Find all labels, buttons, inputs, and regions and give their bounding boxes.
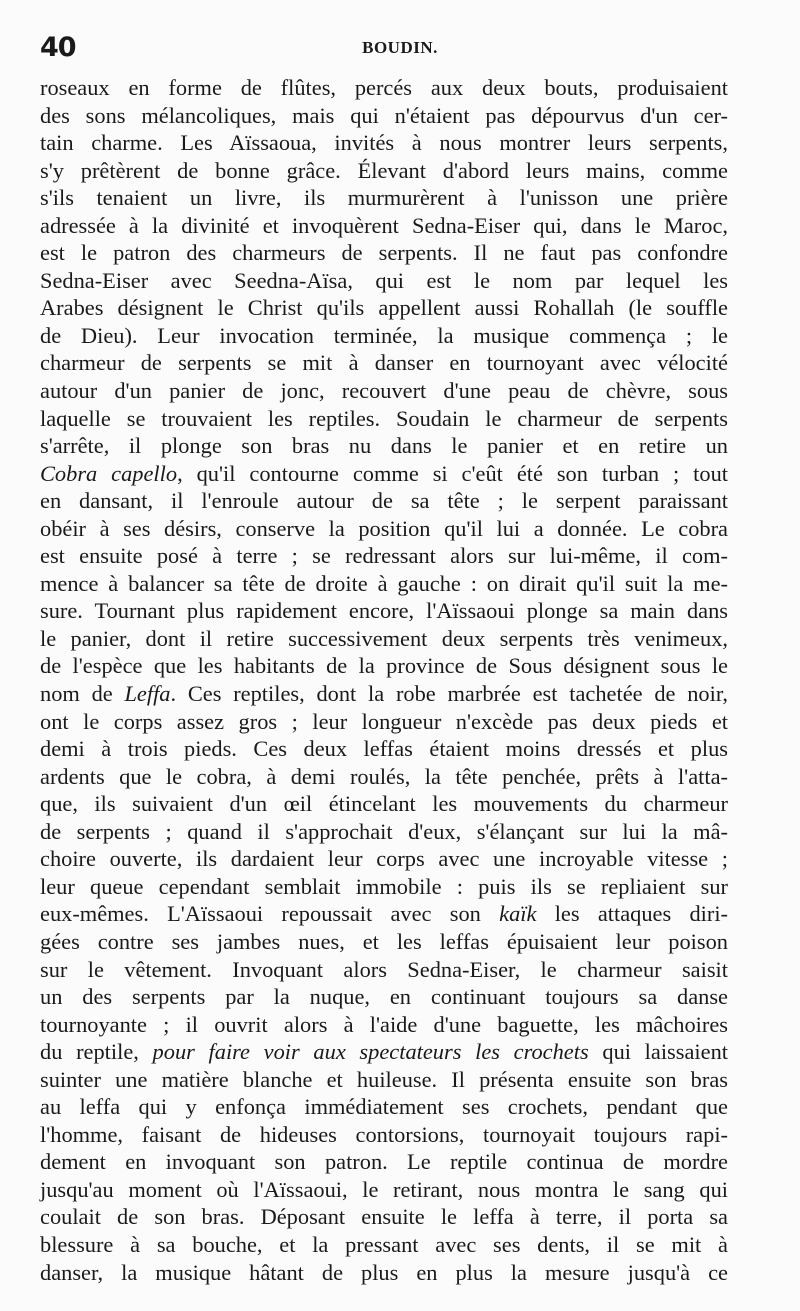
text-line	[40, 432, 728, 460]
italic-text: kaïk	[499, 901, 537, 927]
text-segment: s'arrête, il plonge son bras nu dans le panier et en retire un	[40, 433, 728, 459]
text-segment: du reptile,	[40, 1039, 153, 1065]
text-line	[40, 515, 728, 543]
text-segment: blessure à sa bouche, et la pressant avec ses dents, il se mit à	[40, 1231, 728, 1257]
text-segment: Arabes désignent le Christ qu'ils appellent aussi Rohallah (le souffle	[40, 295, 728, 321]
text-segment: l'homme, faisant de hideuses contorsions, tournoyait toujours rapi-	[40, 1121, 728, 1147]
text-line	[40, 1066, 728, 1094]
text-segment: , qu'il contourne comme si c'eût été son turban ; tout	[177, 460, 728, 486]
text-line	[40, 1121, 728, 1149]
text-line	[40, 1011, 728, 1039]
text-segment: s'ils tenaient un livre, ils murmurèrent à l'unisson une prière	[40, 185, 728, 211]
text-segment: tournoyante ; il ouvrit alors à l'aide d'une baguette, les mâchoires	[40, 1011, 728, 1037]
text-line	[40, 900, 728, 928]
page-header	[40, 28, 760, 68]
text-line	[40, 625, 728, 653]
text-line	[40, 928, 728, 956]
text-line	[40, 1231, 728, 1259]
text-segment: s'y prêtèrent de bonne grâce. Élevant d'abord leurs mains, comme	[40, 157, 728, 183]
text-line	[40, 487, 728, 515]
italic-text: Leffa	[124, 681, 171, 707]
text-segment: qui laissaient	[588, 1039, 728, 1065]
text-line	[40, 239, 728, 267]
text-line	[40, 1203, 728, 1231]
text-line	[40, 763, 728, 791]
text-line	[40, 818, 728, 846]
text-line	[40, 983, 728, 1011]
italic-text: pour faire voir aux spectateurs les crochets	[152, 1039, 589, 1065]
text-segment: des sons mélancoliques, mais qui n'étaient pas dépourvus d'un cer-	[40, 102, 728, 128]
text-segment: sur le vêtement. Invoquant alors Sedna-Eiser, le charmeur saisit	[40, 956, 728, 982]
text-segment: leur queue cependant semblait immobile : puis ils se repliaient sur	[40, 873, 728, 899]
text-segment: que, ils suivaient d'un œil étincelant les mouvements du charmeur	[40, 791, 728, 817]
text-segment: les attaques diri-	[536, 901, 729, 927]
text-segment: . Ces reptiles, dont la robe marbrée est tachetée de noir,	[170, 681, 728, 707]
text-segment: ont le corps assez gros ; leur longueur n'excède pas deux pieds et	[40, 708, 728, 734]
text-line	[40, 184, 728, 212]
text-segment: Sedna-Eiser avec Seedna-Aïsa, qui est le nom par lequel les	[40, 267, 728, 293]
text-line	[40, 405, 728, 433]
text-line	[40, 873, 728, 901]
text-line	[40, 790, 728, 818]
italic-text: Cobra capello	[40, 460, 178, 486]
text-segment: ardents que le cobra, à demi roulés, la tête penchée, prêts à l'atta-	[40, 763, 728, 789]
text-segment: de Dieu). Leur invocation terminée, la musique commença ; le	[40, 322, 728, 348]
text-segment: autour d'un panier de jonc, recouvert d'une peau de chèvre, sous	[40, 378, 728, 404]
text-line	[40, 349, 728, 377]
text-line	[40, 157, 728, 185]
text-line	[40, 74, 728, 102]
text-segment: de serpents ; quand il s'approchait d'eux, s'élançant sur lui la mâ-	[40, 818, 728, 844]
text-line	[40, 735, 728, 763]
text-line	[40, 267, 728, 295]
text-line	[40, 708, 728, 736]
text-segment: est ensuite posé à terre ; se redressant alors sur lui-même, il com-	[40, 543, 728, 569]
text-segment: suinter une matière blanche et huileuse. Il présenta ensuite son bras	[40, 1066, 728, 1092]
text-segment: est le patron des charmeurs de serpents. Il ne faut pas confondre	[40, 240, 728, 266]
text-line	[40, 460, 728, 488]
text-segment: eux-mêmes. L'Aïssaoui repoussait avec son	[40, 901, 500, 927]
text-segment: charmeur de serpents se mit à danser en tournoyant avec vélocité	[40, 350, 728, 376]
text-line	[40, 1176, 728, 1204]
text-segment: nom de	[40, 681, 125, 707]
text-line	[40, 212, 728, 240]
running-head: BOUDIN.	[362, 38, 438, 57]
text-segment: choire ouverte, ils dardaient leur corps avec une incroyable vitesse ;	[40, 846, 728, 872]
text-segment: coulait de son bras. Déposant ensuite le leffa à terre, il porta sa	[40, 1204, 728, 1230]
text-line	[40, 377, 728, 405]
text-segment: laquelle se trouvaient les reptiles. Soudain le charmeur de serpents	[40, 405, 728, 431]
text-line	[40, 956, 728, 984]
text-line	[40, 322, 728, 350]
text-segment: demi à trois pieds. Ces deux leffas étaient moins dressés et plus	[40, 736, 728, 762]
text-segment: sure. Tournant plus rapidement encore, l'Aïssaoui plonge sa main dans	[40, 598, 728, 624]
page-number: 40	[40, 32, 76, 63]
text-line	[40, 680, 728, 708]
text-line	[40, 1093, 728, 1121]
text-segment: roseaux en forme de flûtes, percés aux deux bouts, produisaient	[40, 75, 728, 100]
text-segment: en dansant, il l'enroule autour de sa tête ; le serpent paraissant	[40, 488, 728, 514]
text-segment: le panier, dont il retire successivement deux serpents très venimeux,	[40, 625, 728, 651]
text-line	[40, 542, 728, 570]
text-line	[40, 1259, 728, 1287]
text-segment: gées contre ses jambes nues, et les leffas épuisaient leur poison	[40, 928, 728, 954]
text-segment: adressée à la divinité et invoquèrent Sedna-Eiser qui, dans le Maroc,	[40, 212, 728, 238]
text-segment: obéir à ses désirs, conserve la position qu'il lui a donnée. Le cobra	[40, 515, 728, 541]
text-line	[40, 845, 728, 873]
text-segment: dement en invoquant son patron. Le reptile continua de mordre	[40, 1149, 728, 1175]
text-segment: jusqu'au moment où l'Aïssaoui, le retirant, nous montra le sang qui	[40, 1176, 728, 1202]
text-line	[40, 570, 728, 598]
text-line	[40, 294, 728, 322]
text-line	[40, 652, 728, 680]
text-segment: au leffa qui y enfonça immédiatement ses crochets, pendant que	[40, 1094, 728, 1120]
text-segment: tain charme. Les Aïssaoua, invités à nous montrer leurs serpents,	[40, 130, 728, 156]
text-segment: de l'espèce que les habitants de la province de Sous désignent sous le	[40, 653, 728, 679]
text-line	[40, 597, 728, 625]
body-text	[40, 74, 728, 1286]
text-line	[40, 1148, 728, 1176]
text-segment: un des serpents par la nuque, en continuant toujours sa danse	[40, 984, 728, 1010]
text-line	[40, 129, 728, 157]
text-segment: danser, la musique hâtant de plus en plus la mesure jusqu'à ce	[40, 1259, 728, 1285]
text-line	[40, 102, 728, 130]
text-segment: mence à balancer sa tête de droite à gauche : on dirait qu'il suit la me-	[40, 570, 728, 596]
text-line	[40, 1038, 728, 1066]
